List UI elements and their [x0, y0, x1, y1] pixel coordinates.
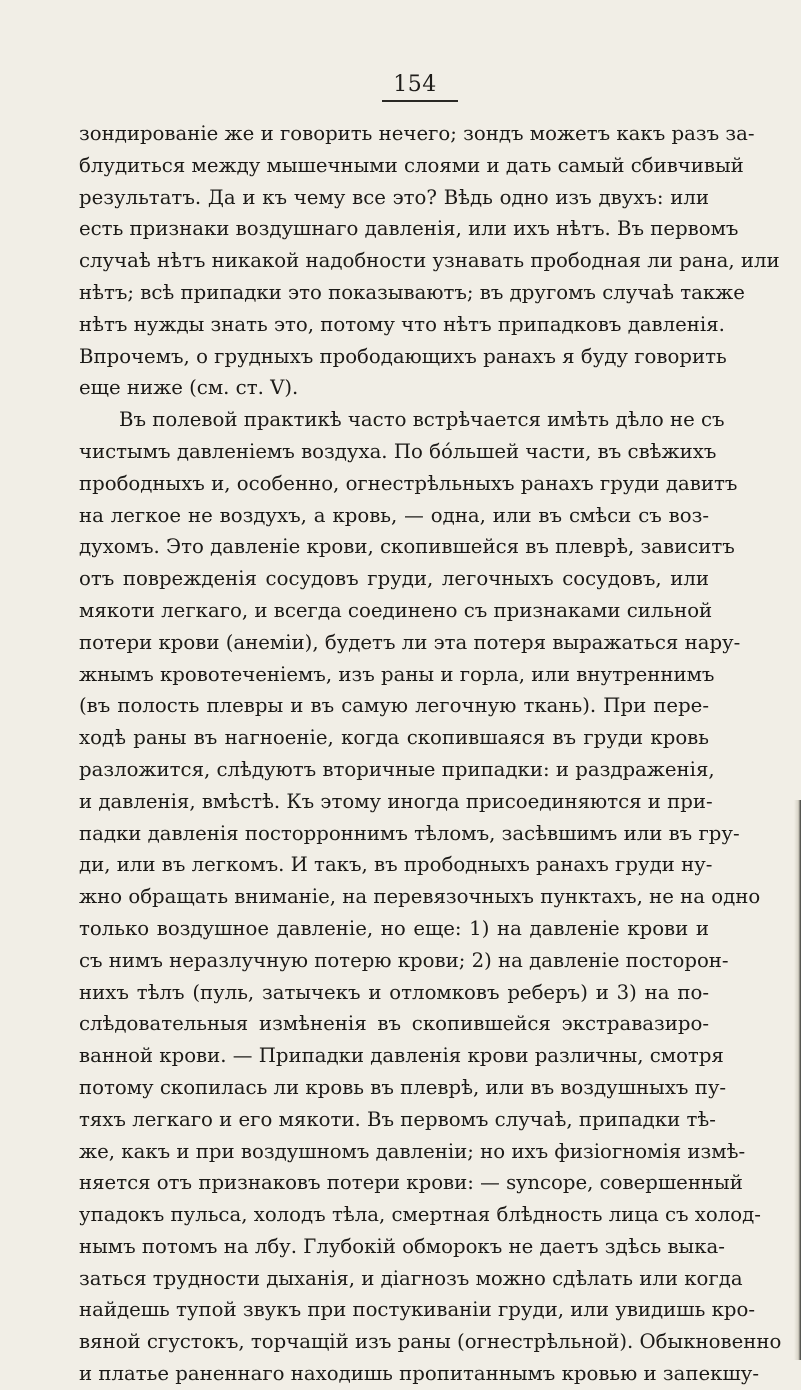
- text-line: нымъ потомъ на лбу. Глубокій обморокъ не даетъ здѣсь выка-: [79, 1234, 725, 1258]
- text-line: случаѣ нѣтъ никакой надобности узнавать прободная ли рана, или: [79, 249, 780, 273]
- text-line: няется отъ признаковъ потери крови: — syncope, совершенный: [79, 1171, 743, 1195]
- text-line: и давленія, вмѣстѣ. Къ этому иногда присоединяются и при-: [79, 789, 713, 813]
- text-line: прободныхъ и, особенно, огнестрѣльныхъ ранахъ груди давитъ: [79, 471, 738, 495]
- text-line: ванной крови. — Припадки давленія крови различны, смотря: [79, 1044, 724, 1068]
- text-line: зондированіе же и говорить нечего; зондъ можетъ какъ разъ за-: [79, 122, 755, 145]
- text-line: вяной сгустокъ, торчащій изъ раны (огнестрѣльной). Обыкновенно: [79, 1330, 782, 1354]
- body-text: [79, 118, 782, 1390]
- text-line: блудиться между мышечными слоями и дать самый сбивчивый: [79, 153, 744, 177]
- text-line: нѣтъ нужды знать это, потому что нѣтъ припадковъ давленія.: [79, 312, 725, 336]
- text-line: Въ полевой практикѣ часто встрѣчается имѣть дѣло не съ: [119, 408, 725, 432]
- text-line: на легкое не воздухъ, а кровь, — одна, или въ смѣси съ воз-: [79, 503, 709, 527]
- text-line: жнымъ кровотеченіемъ, изъ раны и горла, или внутреннимъ: [79, 662, 715, 686]
- text-line: мякоти легкаго, и всегда соединено съ признаками сильной: [79, 598, 713, 622]
- text-line: еще ниже (см. ст. V).: [79, 376, 299, 400]
- text-line: заться трудности дыханія, и діагнозъ можно сдѣлать или когда: [79, 1266, 743, 1290]
- text-line: ходѣ раны въ нагноеніе, когда скопившаяся въ груди кровь: [79, 726, 709, 750]
- text-line: нѣтъ; всѣ припадки это показываютъ; въ другомъ случаѣ также: [79, 280, 745, 304]
- text-line: отъ поврежденія сосудовъ груди, легочныхъ сосудовъ, или: [79, 567, 709, 591]
- text-line: есть признаки воздушнаго давленія, или ихъ нѣтъ. Въ первомъ: [79, 217, 739, 241]
- text-line: потому скопилась ли кровь въ плеврѣ, или въ воздушныхъ пу-: [79, 1075, 727, 1099]
- page-number: 154: [393, 72, 437, 97]
- text-line: Впрочемъ, о грудныхъ прободающихъ ранахъ я буду говорить: [79, 344, 727, 368]
- text-line: потери крови (анеміи), будетъ ли эта потеря выражаться нару-: [79, 630, 741, 654]
- text-line: только воздушное давленіе, но еще: 1) на давленіе крови и: [79, 916, 709, 940]
- text-line: же, какъ и при воздушномъ давленіи; но ихъ физіогномія измѣ-: [79, 1139, 746, 1163]
- text-line: жно обращать вниманіе, на перевязочныхъ пунктахъ, не на одно: [79, 885, 761, 909]
- text-line: нихъ тѣлъ (пуль, затычекъ и отломковъ реберъ) и 3) на по-: [79, 980, 709, 1004]
- text-line: духомъ. Это давленіе крови, скопившейся въ плеврѣ, зависитъ: [79, 535, 735, 559]
- text-line: и платье раненнаго находишь пропитаннымъ кровью и запекшу-: [79, 1362, 760, 1386]
- text-line: съ нимъ неразлучную потерю крови; 2) на давленіе посторон-: [79, 948, 729, 972]
- page-number-rule: [382, 100, 458, 102]
- text-line: падки давленія посторроннимъ тѣломъ, засѣвшимъ или въ гру-: [79, 821, 740, 845]
- text-line: результатъ. Да и къ чему все это? Вѣдь одно изъ двухъ: или: [79, 185, 709, 209]
- text-line: (въ полость плевры и въ самую легочную ткань). При пере-: [79, 694, 709, 718]
- text-line: найдешь тупой звукъ при постукиваніи груди, или увидишь кро-: [79, 1298, 755, 1322]
- text-line: разложится, слѣдуютъ вторичные припадки: и раздраженія,: [79, 757, 715, 781]
- text-line: чистымъ давленіемъ воздуха. По бо́льшей части, въ свѣжихъ: [79, 439, 717, 463]
- text-line: ди, или въ легкомъ. И такъ, въ прободныхъ ранахъ груди ну-: [79, 853, 713, 877]
- text-line: слѣдовательныя измѣненія въ скопившейся экстравазиро-: [79, 1012, 709, 1036]
- text-line: упадокъ пульса, холодъ тѣла, смертная блѣдность лица съ холод-: [79, 1203, 761, 1227]
- page-edge-shadow: [794, 800, 801, 1360]
- text-line: тяхъ легкаго и его мякоти. Въ первомъ случаѣ, припадки тѣ-: [79, 1107, 716, 1131]
